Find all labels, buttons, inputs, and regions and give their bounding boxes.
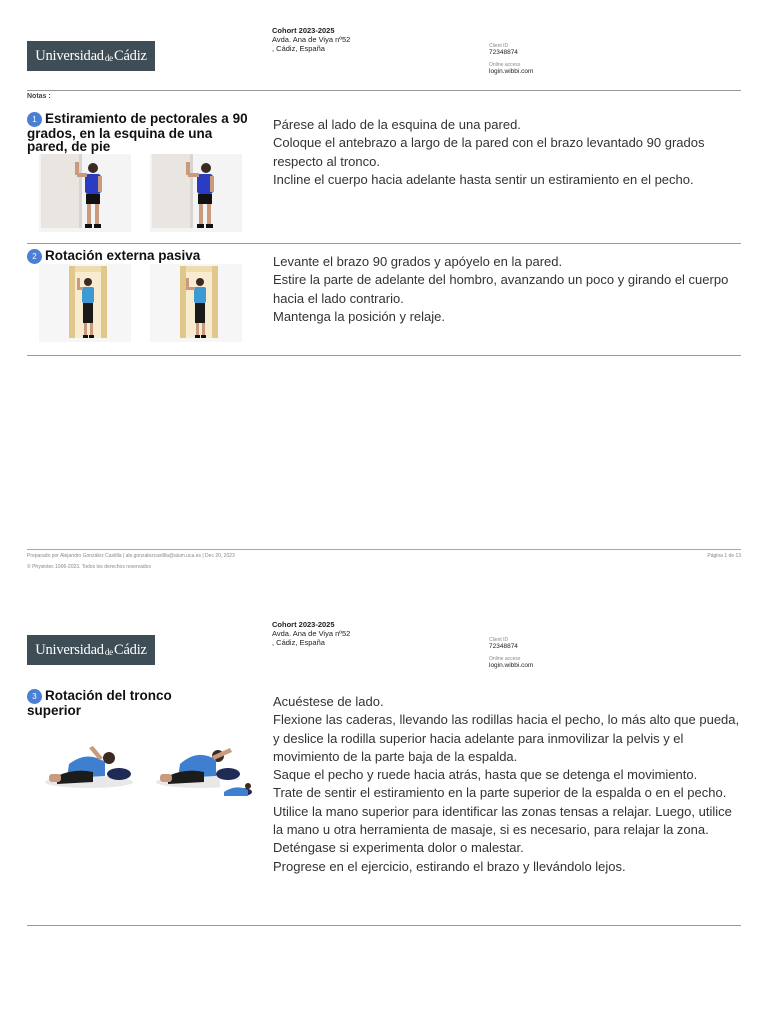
client-id-value: 72348874	[489, 643, 518, 650]
online-access-link[interactable]: login.wibbi.com	[489, 68, 534, 75]
university-logo: Universidad de Cádiz	[27, 41, 155, 71]
exercise-image-end	[150, 264, 242, 342]
online-access-label: Online access	[489, 62, 521, 68]
exercise-title: 2 Rotación externa pasiva	[27, 249, 252, 264]
exercise-title: 3 Rotación del tronco superior	[27, 688, 172, 718]
exercise-divider	[27, 925, 741, 926]
exercise-number-badge: 3	[27, 689, 42, 704]
client-id-label: Client ID	[489, 637, 509, 643]
page-footer	[27, 553, 741, 570]
exercise-3	[27, 688, 741, 924]
online-access-link[interactable]: login.wibbi.com	[489, 662, 534, 669]
exercise-number-badge: 2	[27, 249, 42, 264]
header-divider	[27, 90, 741, 91]
client-info	[489, 43, 533, 76]
university-logo: Universidad de Cádiz	[27, 635, 155, 665]
footer-divider	[27, 549, 741, 550]
client-info	[489, 637, 533, 670]
exercise-divider	[27, 355, 741, 356]
address-line-1: Avda. Ana de Viya nº52	[272, 35, 351, 44]
address-line-2: , Cádiz, España	[272, 638, 325, 647]
exercise-image-end	[150, 720, 260, 800]
notes-label: Notas :	[27, 93, 51, 100]
exercise-description: Acuéstese de lado. Flexione las caderas, llevando las rodillas hacia el pecho, lo más alto que pueda, y deslice la rodilla superior hacia adelante para inmovilizar la pelvis y el movimiento de la parte baja de la espalda. Saque el pecho y ruede hacia atrás, hasta que se detenga el movimiento. Trate de sentir el estiramiento en la parte superior de la espalda o en el pecho. Utilice la mano superior para identificar las zonas tensas a relajar. Luego, utilice la mano u otra herramienta de masaje, si es necesario, para relajar la zona. Deténgase si experimenta dolor o malestar. Progrese en el ejercicio, estirando el brazo y llevándolo lejos.	[273, 694, 740, 874]
cohort-name: Cohort 2023-2025	[272, 620, 335, 629]
cohort-name: Cohort 2023-2025	[272, 26, 335, 35]
exercise-divider	[27, 243, 741, 244]
prepared-by: Preparado por Alejandro González Castilla | ale.gonzalezcastilla@alum.uca.es | Dec 20, 2023	[27, 553, 235, 559]
copyright: © Physiotec 1996-2023. Todos los derechos reservados	[27, 564, 151, 570]
online-access-label: Online access	[489, 656, 521, 662]
clinic-address	[272, 620, 350, 647]
exercise-1	[27, 110, 741, 240]
exercise-image-start	[39, 720, 139, 800]
exercise-description: Levante el brazo 90 grados y apóyelo en la pared. Estire la parte de adelante del hombro, avanzando un poco y girando el cuerpo hacia el lado contrario. Mantenga la posición y relaje.	[273, 254, 729, 324]
exercise-description: Párese al lado de la esquina de una pared. Coloque el antebrazo a largo de la pared con el brazo levantado 90 grados respecto al tronco. Incline el cuerpo hacia adelante hasta sentir un estiramiento en el pecho.	[273, 117, 705, 187]
exercise-image-end	[150, 154, 242, 232]
exercise-image-start	[39, 154, 131, 232]
address-line-1: Avda. Ana de Viya nº52	[272, 629, 351, 638]
page-number: Página 1 de 13	[707, 553, 741, 559]
client-id-value: 72348874	[489, 49, 518, 56]
exercise-number-badge: 1	[27, 112, 42, 127]
client-id-label: Client ID	[489, 43, 509, 49]
clinic-address	[272, 26, 350, 53]
exercise-image-start	[39, 264, 131, 342]
page-2	[0, 580, 768, 1024]
exercise-title: 1 Estiramiento de pectorales a 90 grados, en la esquina de una pared, de pie	[27, 111, 248, 154]
address-line-2: , Cádiz, España	[272, 44, 325, 53]
exercise-2	[27, 248, 741, 352]
